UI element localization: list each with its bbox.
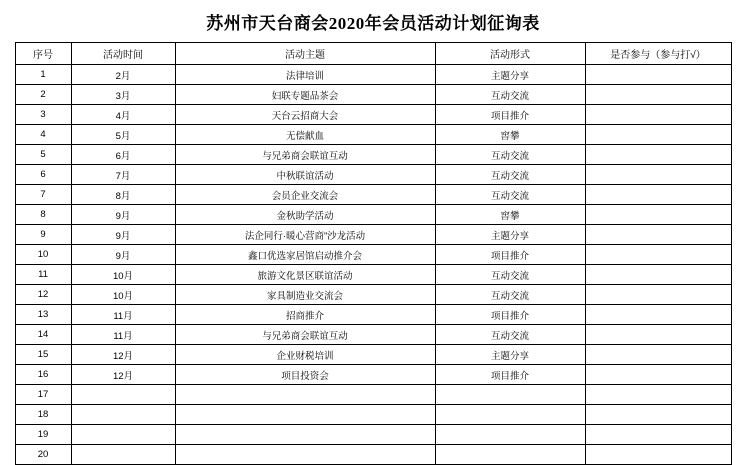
cell-join[interactable] xyxy=(585,225,731,245)
cell-time: 10月 xyxy=(71,285,175,305)
table-header-row xyxy=(15,43,731,65)
cell-form: 互动交流 xyxy=(435,325,585,345)
cell-form: 主题分享 xyxy=(435,225,585,245)
cell-form xyxy=(435,385,585,405)
cell-join[interactable] xyxy=(585,305,731,325)
cell-time: 9月 xyxy=(71,245,175,265)
cell-topic: 天台云招商大会 xyxy=(175,105,435,125)
table-row xyxy=(15,345,731,365)
cell-form: 互动交流 xyxy=(435,165,585,185)
cell-time: 8月 xyxy=(71,185,175,205)
table-row xyxy=(15,425,731,445)
cell-no: 13 xyxy=(15,305,71,325)
table-row xyxy=(15,165,731,185)
cell-join[interactable] xyxy=(585,345,731,365)
cell-topic xyxy=(175,385,435,405)
cell-join[interactable] xyxy=(585,445,731,465)
cell-topic: 旅游文化景区联谊活动 xyxy=(175,265,435,285)
cell-join[interactable] xyxy=(585,85,731,105)
cell-join[interactable] xyxy=(585,425,731,445)
cell-topic: 金秋助学活动 xyxy=(175,205,435,225)
page-title: 苏州市天台商会2020年会员活动计划征询表 xyxy=(206,14,540,33)
cell-form: 项目推介 xyxy=(435,245,585,265)
cell-form xyxy=(435,405,585,425)
cell-topic: 中秋联谊活动 xyxy=(175,165,435,185)
column-header-join: 是否参与（参与打√） xyxy=(585,43,731,65)
table-row xyxy=(15,185,731,205)
cell-time: 5月 xyxy=(71,125,175,145)
cell-time: 9月 xyxy=(71,205,175,225)
cell-form xyxy=(435,425,585,445)
cell-no: 5 xyxy=(15,145,71,165)
table-row xyxy=(15,265,731,285)
table-row xyxy=(15,405,731,425)
cell-join[interactable] xyxy=(585,145,731,165)
table-row xyxy=(15,385,731,405)
table-row xyxy=(15,365,731,385)
cell-time: 3月 xyxy=(71,85,175,105)
table-row xyxy=(15,145,731,165)
cell-topic xyxy=(175,425,435,445)
cell-time: 2月 xyxy=(71,65,175,85)
cell-topic: 鑫口优选家居馆启动推介会 xyxy=(175,245,435,265)
cell-form: 互动交流 xyxy=(435,285,585,305)
cell-form: 主题分享 xyxy=(435,65,585,85)
cell-join[interactable] xyxy=(585,205,731,225)
table-row xyxy=(15,205,731,225)
cell-no: 2 xyxy=(15,85,71,105)
cell-form: 互动交流 xyxy=(435,85,585,105)
cell-no: 7 xyxy=(15,185,71,205)
cell-no: 3 xyxy=(15,105,71,125)
cell-form: 项目推介 xyxy=(435,105,585,125)
table-row xyxy=(15,105,731,125)
cell-join[interactable] xyxy=(585,165,731,185)
cell-topic: 妇联专题品茶会 xyxy=(175,85,435,105)
cell-time: 9月 xyxy=(71,225,175,245)
cell-no: 12 xyxy=(15,285,71,305)
cell-no: 20 xyxy=(15,445,71,465)
cell-no: 18 xyxy=(15,405,71,425)
cell-topic: 法企同行·暖心营商”沙龙活动 xyxy=(175,225,435,245)
cell-time: 11月 xyxy=(71,325,175,345)
table-body xyxy=(15,65,731,465)
cell-topic: 法律培训 xyxy=(175,65,435,85)
cell-time xyxy=(71,405,175,425)
cell-form: 窖攀 xyxy=(435,205,585,225)
cell-form xyxy=(435,445,585,465)
cell-join[interactable] xyxy=(585,265,731,285)
cell-no: 4 xyxy=(15,125,71,145)
cell-time: 12月 xyxy=(71,365,175,385)
cell-topic: 与兄弟商会联谊互动 xyxy=(175,325,435,345)
cell-join[interactable] xyxy=(585,125,731,145)
cell-time xyxy=(71,445,175,465)
cell-topic: 企业财税培训 xyxy=(175,345,435,365)
table-row xyxy=(15,305,731,325)
cell-topic: 会员企业交流会 xyxy=(175,185,435,205)
cell-form: 项目推介 xyxy=(435,365,585,385)
cell-join[interactable] xyxy=(585,245,731,265)
table-header xyxy=(15,43,731,65)
cell-no: 10 xyxy=(15,245,71,265)
cell-no: 17 xyxy=(15,385,71,405)
cell-form: 窖攀 xyxy=(435,125,585,145)
cell-time: 10月 xyxy=(71,265,175,285)
column-header-time: 活动时间 xyxy=(71,43,175,65)
cell-time xyxy=(71,385,175,405)
column-header-topic: 活动主题 xyxy=(175,43,435,65)
cell-time xyxy=(71,425,175,445)
cell-form: 互动交流 xyxy=(435,265,585,285)
cell-join[interactable] xyxy=(585,365,731,385)
cell-time: 7月 xyxy=(71,165,175,185)
cell-time: 12月 xyxy=(71,345,175,365)
cell-no: 15 xyxy=(15,345,71,365)
cell-form: 项目推介 xyxy=(435,305,585,325)
cell-topic xyxy=(175,405,435,425)
cell-join[interactable] xyxy=(585,285,731,305)
column-header-no: 序号 xyxy=(15,43,71,65)
cell-join[interactable] xyxy=(585,105,731,125)
table-row xyxy=(15,245,731,265)
cell-no: 19 xyxy=(15,425,71,445)
table-row xyxy=(15,125,731,145)
cell-form: 互动交流 xyxy=(435,145,585,165)
cell-time: 4月 xyxy=(71,105,175,125)
cell-topic: 无偿献血 xyxy=(175,125,435,145)
table-row xyxy=(15,285,731,305)
cell-no: 9 xyxy=(15,225,71,245)
cell-form: 主题分享 xyxy=(435,345,585,365)
table-row xyxy=(15,85,731,105)
cell-join[interactable] xyxy=(585,325,731,345)
cell-no: 1 xyxy=(15,65,71,85)
cell-join[interactable] xyxy=(585,405,731,425)
cell-no: 6 xyxy=(15,165,71,185)
cell-join[interactable] xyxy=(585,65,731,85)
cell-topic: 家具制造业交流会 xyxy=(175,285,435,305)
cell-no: 11 xyxy=(15,265,71,285)
activity-plan-table xyxy=(15,42,732,465)
cell-topic: 与兄弟商会联谊互动 xyxy=(175,145,435,165)
cell-join[interactable] xyxy=(585,185,731,205)
table-row xyxy=(15,225,731,245)
cell-no: 14 xyxy=(15,325,71,345)
cell-no: 8 xyxy=(15,205,71,225)
cell-join[interactable] xyxy=(585,385,731,405)
cell-time: 6月 xyxy=(71,145,175,165)
cell-form: 互动交流 xyxy=(435,185,585,205)
table-row xyxy=(15,65,731,85)
cell-topic xyxy=(175,445,435,465)
cell-topic: 项目投资会 xyxy=(175,365,435,385)
cell-no: 16 xyxy=(15,365,71,385)
table-row xyxy=(15,445,731,465)
cell-topic: 招商推介 xyxy=(175,305,435,325)
column-header-form: 活动形式 xyxy=(435,43,585,65)
cell-time: 11月 xyxy=(71,305,175,325)
table-row xyxy=(15,325,731,345)
